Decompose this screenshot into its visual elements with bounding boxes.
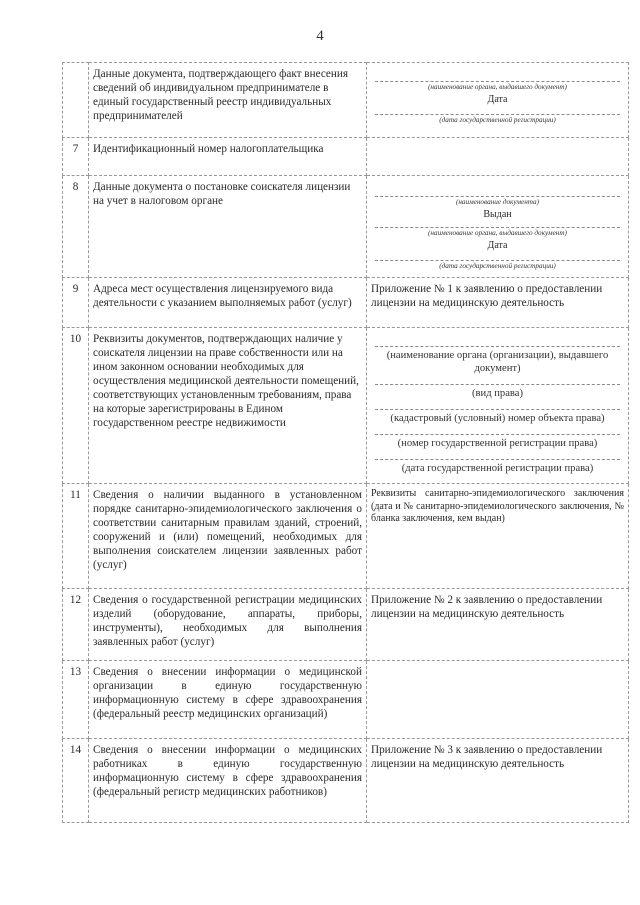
table-row [63, 589, 629, 661]
row-number: 10 [63, 328, 89, 484]
fill-line[interactable] [375, 434, 620, 435]
field-caption: (дата государственной регистрации права) [401, 463, 594, 474]
fill-line[interactable] [375, 114, 620, 115]
fill-line[interactable] [375, 459, 620, 460]
row-value [367, 63, 629, 138]
fill-line[interactable] [375, 227, 620, 228]
row-label: Данные документа, подтверждающего факт внесения сведений об индивидуальном предпринимателе в единый государственный реестр индивидуальных предпринимателей [89, 63, 367, 138]
row-label: Реквизиты документов, подтверждающих наличие у соискателя лицензии на праве собственности или на ином законном основании необходимых для осуществления медицинской деятельности помещений, соответствующих установленным требованиям, права на которые зарегистрированы в Едином государственном реестре недвижимости [89, 328, 367, 484]
row-label: Сведения о государственной регистрации медицинских изделий (оборудование, аппараты, приборы, инструменты), необходимых для выполнения заявленных работ (услуг) [89, 589, 367, 661]
row-label: Сведения о внесении информации о медицинской организации в единую государственную информационную систему в сфере здравоохранения (федеральный реестр медицинских организаций) [89, 661, 367, 739]
fill-line[interactable] [375, 409, 620, 410]
row-value[interactable] [367, 138, 629, 176]
field-sublabel: Дата [487, 240, 508, 251]
row-number: 7 [63, 138, 89, 176]
application-form-table [62, 62, 629, 823]
fill-line[interactable] [375, 260, 620, 261]
field-caption: (наименование органа (организации), выдавшего документ) [386, 350, 609, 374]
row-value: Реквизиты санитарно-эпидемиологического заключения (дата и № санитарно-эпидемиологического заключения, № бланка заключения, кем выдан) [367, 484, 629, 589]
field-sublabel: Выдан [483, 209, 512, 220]
row-number: 12 [63, 589, 89, 661]
row-value [367, 328, 629, 484]
row-value: Приложение № 2 к заявлению о предоставлении лицензии на медицинскую деятельность [367, 589, 629, 661]
field-caption: (наименование документа) [455, 198, 540, 206]
field-caption: (дата государственной регистрации) [439, 262, 556, 270]
row-number: 11 [63, 484, 89, 589]
row-label: Адреса мест осуществления лицензируемого вида деятельности с указанием выполняемых работ (услуг) [89, 278, 367, 328]
table-row [63, 176, 629, 278]
field-caption: (вид права) [472, 388, 523, 399]
table-row [63, 739, 629, 823]
row-number: 14 [63, 739, 89, 823]
field-sublabel: Дата [487, 94, 508, 105]
fill-line[interactable] [375, 81, 620, 82]
row-number [63, 63, 89, 138]
row-label: Данные документа о постановке соискателя лицензии на учет в налоговом органе [89, 176, 367, 278]
row-value: Приложение № 1 к заявлению о предоставлении лицензии на медицинскую деятельность [367, 278, 629, 328]
row-number: 9 [63, 278, 89, 328]
row-number: 8 [63, 176, 89, 278]
field-caption: (дата государственной регистрации) [439, 116, 556, 124]
row-value [367, 176, 629, 278]
row-label: Сведения о внесении информации о медицинских работниках в единую государственную информационную систему в сфере здравоохранения (федеральный регистр медицинских работников) [89, 739, 367, 823]
table-row [63, 278, 629, 328]
row-label: Идентификационный номер налогоплательщика [89, 138, 367, 176]
field-caption: (номер государственной регистрации права) [397, 438, 598, 449]
row-value[interactable] [367, 661, 629, 739]
field-caption: (наименование органа, выдавшего документ) [428, 229, 567, 237]
field-caption: (наименование органа, выдавшего документ) [428, 83, 567, 91]
fill-line[interactable] [375, 196, 620, 197]
row-number: 13 [63, 661, 89, 739]
table-row [63, 328, 629, 484]
row-value: Приложение № 3 к заявлению о предоставлении лицензии на медицинскую деятельность [367, 739, 629, 823]
table-row [63, 63, 629, 138]
fill-line[interactable] [375, 346, 620, 347]
row-label: Сведения о наличии выданного в установленном порядке санитарно-эпидемиологического заключения о соответствии санитарным правилам зданий, строений, сооружений и (или) помещений, необходимых для выполнения соискателем лицензии заявленных работ (услуг) [89, 484, 367, 589]
field-caption: (кадастровый (условный) номер объекта права) [390, 413, 605, 424]
table-row [63, 484, 629, 589]
table-row [63, 138, 629, 176]
table-row [63, 661, 629, 739]
page-number: 4 [316, 28, 324, 44]
fill-line[interactable] [375, 384, 620, 385]
